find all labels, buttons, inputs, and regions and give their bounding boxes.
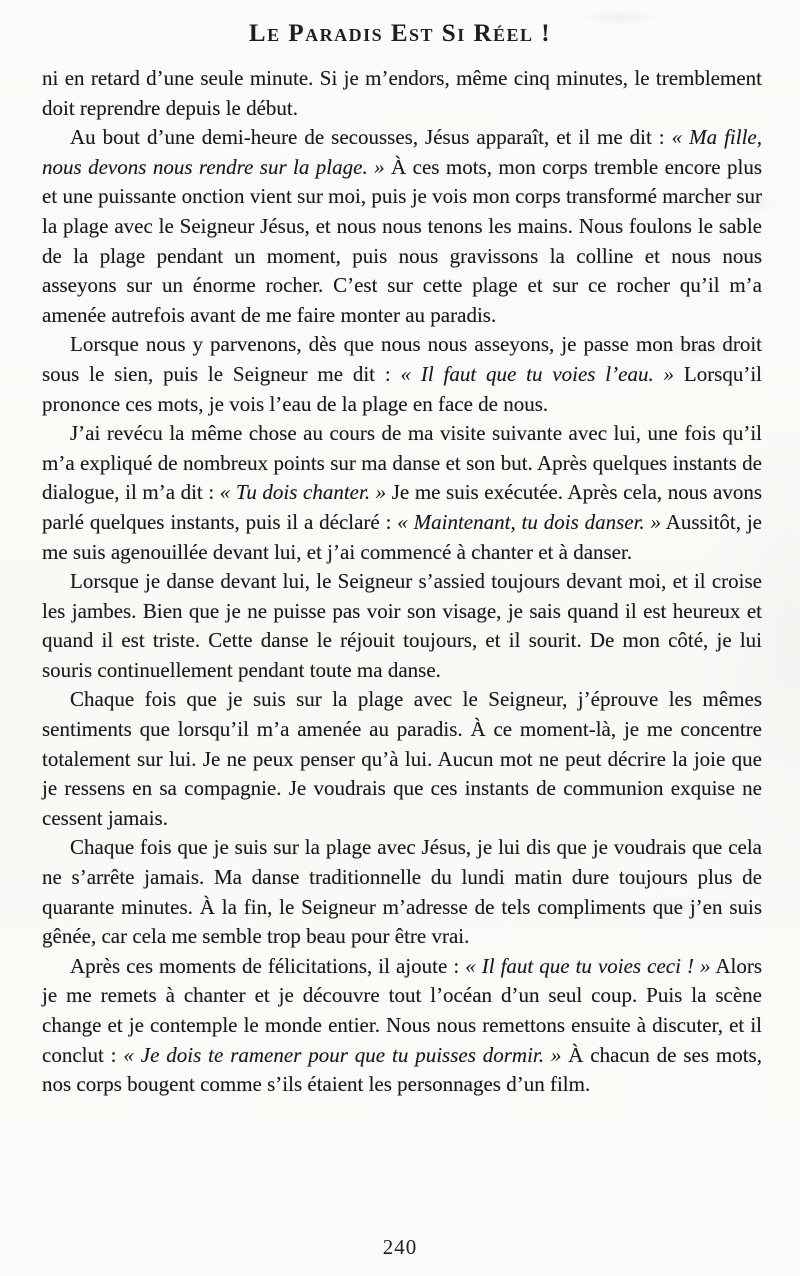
quote-segment: « Ma fille, nous devons nous rendre sur la plage. » (42, 125, 762, 179)
text-segment: Lorsque je danse devant lui, le Seigneur s’assied toujours devant moi, et il croise les jambes. Bien que je ne puisse pas voir son visage, je sais quand il est heureux et quand il est triste. Cette danse le réjouit toujours, et il sourit. De mon côté, je lui souris continuellement pendant toute ma danse. (42, 569, 762, 682)
text-segment: À ces mots, mon corps tremble encore plus et une puissante onction vient sur moi, puis je vois mon corps transformé marcher sur la plage avec le Seigneur Jésus, et nous nous tenons les mains. Nous foulons le sable de la plage pendant un moment, puis nous gravissons la colline et nous nous asseyons sur un énorme rocher. C’est sur cette plage et sur ce rocher qu’il m’a amenée autrefois avant de me faire monter au paradis. (42, 154, 762, 327)
text-segment: J’ai revécu la même chose au cours de ma visite suivante avec lui, une fois qu’il m’a expliqué de nombreux points sur ma danse et son but. Après quelques instants de dialogue, il m’a dit : (42, 421, 762, 505)
quote-segment: « Tu dois chanter. » (219, 480, 387, 505)
quote-segment: « Maintenant, tu dois danser. » (397, 509, 662, 534)
text-segment: Lorsque nous y parvenons, dès que nous nous asseyons, je passe mon bras droit sous le sien, puis le Seigneur me dit : (42, 332, 762, 386)
text-segment: ni en retard d’une seule minute. Si je m’endors, même cinq minutes, le tremblement doit reprendre depuis le début. (42, 66, 762, 120)
text-segment: Après ces moments de félicitations, il ajoute : (70, 953, 466, 978)
paragraph (42, 952, 762, 1100)
paragraph (42, 123, 762, 330)
page-title: Le Paradis Est Si Réel ! (248, 20, 552, 47)
text-segment: Au bout d’une demi-heure de secousses, Jésus apparaît, et il me dit : (70, 125, 672, 150)
text-segment: Je me suis exécutée. Après cela, nous avons parlé quelques instants, puis il a déclaré : (42, 480, 762, 534)
text-segment: Lorsqu’il prononce ces mots, je vois l’eau de la plage en face de nous. (42, 361, 763, 416)
paragraph (42, 567, 762, 685)
page-body (42, 64, 762, 1100)
text-segment: Chaque fois que je suis sur la plage avec Jésus, je lui dis que je voudrais que cela ne s’arrête jamais. Ma danse traditionnelle du lundi matin dure toujours plus de quarante minutes. À la fin, le Seigneur m’adresse de tels compliments que j’en suis gênée, car cela me semble trop beau pour être vrai. (42, 835, 762, 949)
quote-segment: « Il faut que tu voies l’eau. » (400, 361, 675, 386)
page-number: 240 (382, 1235, 418, 1259)
text-segment: Chaque fois que je suis sur la plage avec le Seigneur, j’éprouve les mêmes sentiments que lorsqu’il m’a amenée au paradis. À ce moment-là, je me concentre totalement sur lui. Je ne peux penser qu’à lui. Aucun mot ne peut décrire la joie que je ressens en sa compagnie. Je voudrais que ces instants de communion exquise ne cessent jamais. (42, 687, 762, 830)
paragraph (42, 685, 762, 833)
text-segment: Alors je me remets à chanter et je découvre tout l’océan d’un seul coup. Puis la scène change et je contemple le monde entier. Nous nous remettons ensuite à discuter, et il conclut : (42, 953, 763, 1067)
text-segment: À chacun de ses mots, nos corps bougent comme s’ils étaient les personnages d’un film. (42, 1042, 762, 1097)
quote-segment: « Il faut que tu voies ceci ! » (465, 953, 711, 978)
quote-segment: « Je dois te ramener pour que tu puisses dormir. » (123, 1042, 562, 1067)
paragraph (42, 330, 762, 419)
paragraph (42, 833, 762, 951)
text-segment: Aussitôt, je me suis agenouillée devant lui, et j’ai commencé à chanter et à danser. (42, 509, 762, 564)
paragraph (42, 64, 762, 123)
paragraph (42, 419, 762, 567)
